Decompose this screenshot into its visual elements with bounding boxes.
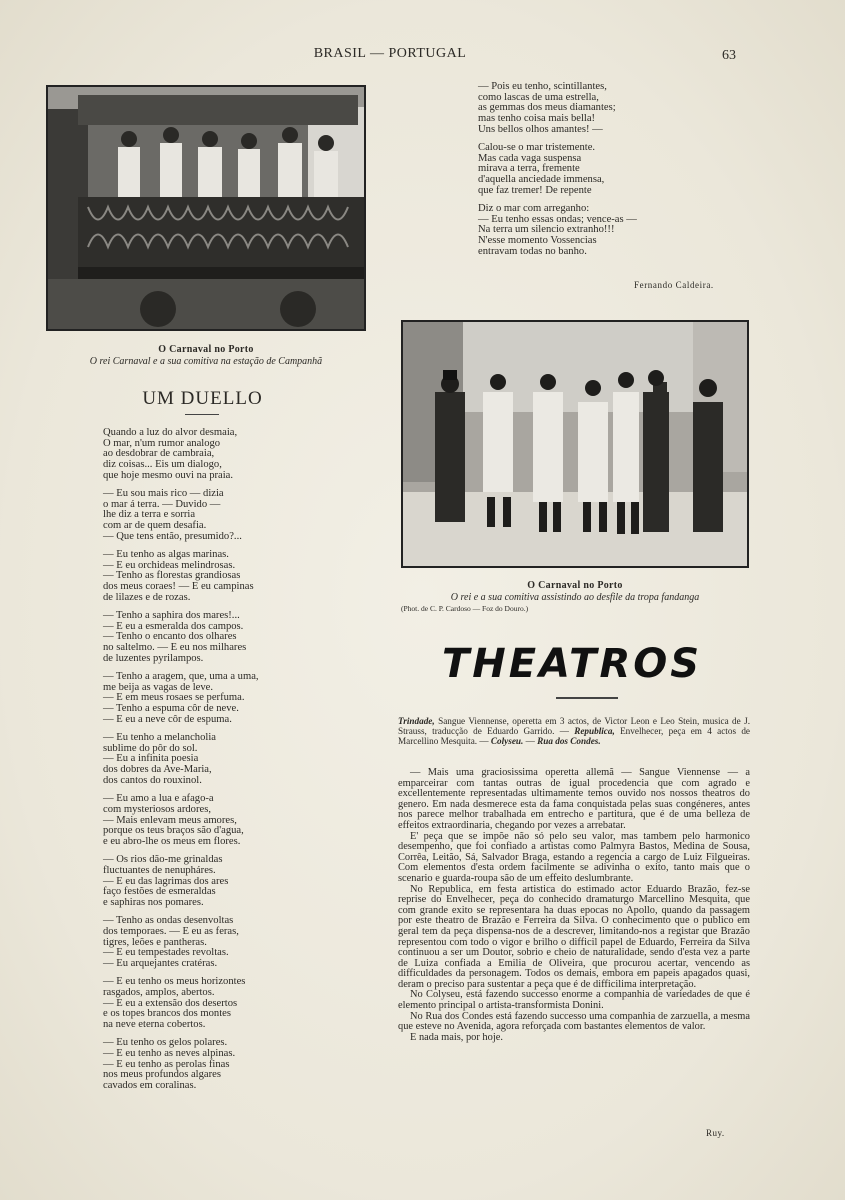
poem-line: — Pois eu tenho, scintillantes, (478, 81, 607, 92)
poem-line: e os topes brancos dos montes (103, 1008, 231, 1020)
poem-line: — Os rios dão-me grinaldas (103, 854, 223, 866)
poem-line: — Tenho o encanto dos olhares (103, 631, 237, 643)
poem-line: Diz o mar com arreganho: (478, 203, 590, 215)
poem-line: Uns bellos olhos amantes! — (478, 123, 603, 135)
poem-line: — Tenho as ondas desenvoltas (103, 915, 234, 927)
poem-line: dos cantos do rouxinol. (103, 774, 202, 786)
poem-line: na neve eterna cobertos. (103, 1018, 206, 1030)
poem-line: e eu abro-lhe os meus em flores. (103, 835, 241, 847)
theatros-rule (556, 697, 618, 699)
listing-trindade-text: Sangue Viennense, operetta em 3 actos, de Victor Leon e Leo Stein, musica de J. Strauss, traducção de Eduardo Garrido. — (398, 716, 750, 736)
poem-stanza (103, 733, 363, 787)
poem-line: d'aquella anciedade immensa, (478, 174, 605, 186)
poem-line: porque os teus braços são d'agua, (103, 825, 244, 837)
poem-line: N'esse momento Vossencias (478, 235, 597, 247)
page-number: 63 (722, 48, 736, 63)
poem-stanza (103, 977, 363, 1031)
poem-stanza (103, 672, 363, 726)
poem-line: — E eu a neve côr de espuma. (103, 713, 232, 725)
poem-line: — Que tens então, presumido?... (103, 530, 242, 542)
caption-title: O Carnaval no Porto (158, 344, 254, 355)
article-paragraph: No Colyseu, está fazendo successo enorme a companhia de variedades de que é elemento principal o artista-transformista Donini. (398, 989, 750, 1012)
caption-title: O Carnaval no Porto (527, 580, 623, 591)
venue-rua-dos-condes: Rua dos Condes. (537, 736, 601, 746)
caption-subtitle: O rei Carnaval e a sua comitiva na estação de Campanhã (89, 356, 323, 367)
article-paragraph: No Rua dos Condes está fazendo successo uma companhia de zarzuella, a mesma que esteve no Avenida, agora reforçada com bastantes elementos de valor. (398, 1010, 750, 1033)
poem-stanza (103, 489, 363, 543)
poem-stanza (103, 550, 363, 604)
poem-line: no saltelmo. — E eu nos milhares (103, 642, 247, 654)
venue-colyseu: Colyseu. (490, 736, 524, 746)
listing-republica-text: Envelhecer, peça em 4 actos de Marcellino Mesquita. — (398, 726, 750, 746)
poem-line: — E eu tenho os meus horizontes (103, 976, 246, 988)
photo-carnival-group (401, 320, 749, 568)
poem-line: me beija as vagas de leve. (103, 681, 214, 693)
poem-line: Calou-se o mar tristemente. (478, 142, 596, 154)
poem-line: ao desdobrar de cambraia, (103, 448, 215, 460)
poem-line: — E eu tempestades revoltas. (103, 947, 229, 959)
train-photo-image (48, 87, 364, 329)
poem-line: que faz tremer! De repente (478, 184, 592, 196)
poem-line: lhe diz a terra e sorria (103, 509, 196, 521)
poem-text-left (103, 428, 363, 1099)
article-paragraph: — Mais uma graciosissima operetta allemã — Sangue Viennense — a emparceirar com tantas outras de igual procedencia que com agrado e excellentemente representadas ultimamente temos ouvido nos nossos theatros do genero. Em nada desmerece esta da fama conquistada pelas suas congéneres, antes nos parece melhor trabalhada em entrecho e partitura, que é de uma belleza de effeitos extraordinaria, chegando por vezes a arrebatar. (398, 767, 750, 831)
poem-line: tigres, leões e pantheras. (103, 936, 207, 948)
poem-line: — E eu tenho as neves alpinas. (103, 1047, 236, 1059)
photo-credit: (Phot. de C. P. Cardoso — Foz do Douro.) (401, 604, 529, 613)
running-title: BRASIL — PORTUGAL (313, 46, 467, 61)
poem-line: entravam todas no banho. (478, 245, 587, 257)
venue-republica: Republica, (574, 726, 615, 736)
poem-line: O mar, n'um rumor analogo (103, 437, 221, 449)
poem-line: — Tenho a espuma côr de neve. (103, 703, 239, 715)
venue-trindade: Trindade, (398, 716, 435, 726)
poem-line: mirava a terra, fremente (478, 163, 580, 175)
poem-title: UM DUELLO (142, 388, 263, 409)
poem-line: sublime do pôr do sol. (103, 742, 198, 754)
poem-line: dos dobres da Ave-Maria, (103, 764, 212, 776)
poem-line: com mysteriosos ardores, (103, 803, 211, 815)
poem-stanza (103, 428, 363, 482)
poem-line: mas tenho coisa mais bella! (478, 113, 596, 125)
poem-line: — Eu tenho os gelos polares. (103, 1037, 228, 1049)
poem-line: rasgados, amplos, abertos. (103, 986, 215, 998)
poem-line: de luzentes pyrilampos. (103, 652, 204, 664)
poem-author: Fernando Caldeira. (634, 280, 714, 290)
poem-line: — Eu tenho essas ondas; vence-as — (478, 213, 637, 225)
poem-line: — Eu arquejantes cratéras. (103, 957, 218, 969)
poem-line: — Eu sou mais rico — dizia (103, 488, 224, 500)
article-paragraph: No Republica, em festa artistica do estimado actor Eduardo Brazão, fez-se reprise do Envelhecer, peça do conhecido dramaturgo Marcellino Mesquita, que com grande exito se representara ha duas epocas no Apollo, quando da passagem por este theatro de Brazão e Ferreira da Silva. O conhecimento que o publico em geral tem da peça dispensa-nos de a descrever, limitando-nos a registar que Brazão representou com todo o vigor e brilho o difficil papel de Eduardo, Ferreira da Silva continuou a ser um Doutor, sobrio e cheio de naturalidade, sendo d'esta vez a parte de Luiza confiada a Emilia de Oliveira, que procurou acertar, vencendo as difficuldades da personagem. Todos os demais, embora em papeis apagados quasi, deram o preciso para sustentar a peça que é de difficilima interpretação. (398, 883, 750, 990)
poem-stanza (103, 916, 363, 970)
poem-line: — Eu amo a lua e afago-a (103, 793, 214, 805)
caption-train (46, 344, 366, 368)
poem-line: o mar á terra. — Duvido — (103, 498, 221, 510)
poem-line: — E eu a esmeralda dos campos. (103, 620, 244, 632)
poem-line: e saphiras nos pomares. (103, 896, 204, 908)
photo-carnival-train (46, 85, 366, 331)
poem-title-rule (185, 414, 219, 415)
poem-line: Na terra um silencio extranho!!! (478, 224, 615, 236)
poem-line: como lascas de uma estrella, (478, 91, 599, 103)
poem-line: — Eu a infinita poesia (103, 753, 199, 765)
poem-line: — Tenho a saphira dos mares!... (103, 610, 240, 622)
poem-line: de lilazes e de rozas. (103, 591, 191, 603)
poem-line: — Tenho a aragem, que, uma a uma, (103, 671, 259, 683)
poem-line: fluctuantes de nenupháres. (103, 864, 216, 876)
caption-subtitle: O rei e a sua comitiva assistindo ao desfile da tropa fandanga (450, 592, 700, 603)
article-author: Ruy. (706, 1128, 725, 1138)
listing-sep: — (525, 736, 535, 746)
poem-stanza (478, 82, 748, 136)
poem-stanza (103, 794, 363, 848)
poem-text-right (478, 82, 748, 265)
poem-line: cavados em coralinas. (103, 1079, 197, 1091)
poem-line: — E eu tenho as perolas finas (103, 1058, 230, 1070)
poem-line: — E eu orchideas melindrosas. (103, 559, 236, 571)
poem-line: nos meus profundos algares (103, 1069, 221, 1081)
poem-line: que hoje mesmo ouvi na praia. (103, 469, 234, 481)
article-paragraph: E nada mais, por hoje. (410, 1031, 503, 1043)
poem-stanza (103, 611, 363, 665)
poem-line: faço festões de esmeraldas (103, 886, 216, 898)
poem-stanza (103, 855, 363, 909)
poem-line: Quando a luz do alvor desmaia, (103, 427, 238, 438)
poem-line: — Eu tenho as algas marinas. (103, 549, 229, 561)
poem-line: — Mais enlevam meus amores, (103, 814, 237, 826)
theatros-article (398, 768, 750, 1043)
poem-line: as gemmas dos meus diamantes; (478, 102, 616, 114)
article-paragraph: E' peça que se impõe não só pelo seu valor, mas tambem pelo harmonico desempenho, que foi confiado a artistas como Palmyra Bastos, Medina de Sousa, Corrêa, Leitão, Sá, Salvador Braga, estando a regencia a cargo de Luiz Filgueiras. Com elementos d'esta ordem facilmente se adivinha o exito, tanto mais que o scenario e guarda-roupa são de um effeito deslumbrante. (398, 830, 750, 884)
poem-stanza (478, 143, 748, 197)
caption-group (398, 580, 752, 604)
poem-stanza (478, 204, 748, 258)
poem-line: — E eu a extensão dos desertos (103, 997, 238, 1009)
poem-line: dos temporaes. — E eu as feras, (103, 925, 239, 937)
poem-stanza (103, 1038, 363, 1092)
poem-line: — E eu das lagrimas dos ares (103, 875, 229, 887)
poem-line: Mas cada vaga suspensa (478, 152, 582, 164)
poem-line: — Eu tenho a melancholia (103, 732, 216, 744)
poem-line: — Tenho as florestas grandiosas (103, 570, 241, 582)
group-photo-image (403, 322, 747, 566)
theatros-listing (398, 716, 750, 746)
poem-line: diz coisas... Eis um dialogo, (103, 459, 222, 471)
theatros-heading: THEATROS (441, 641, 703, 687)
poem-line: — E em meus rosaes se perfuma. (103, 692, 245, 704)
poem-line: com ar de quem desafia. (103, 520, 207, 532)
poem-line: dos meus coraes! — E eu campinas (103, 581, 254, 593)
